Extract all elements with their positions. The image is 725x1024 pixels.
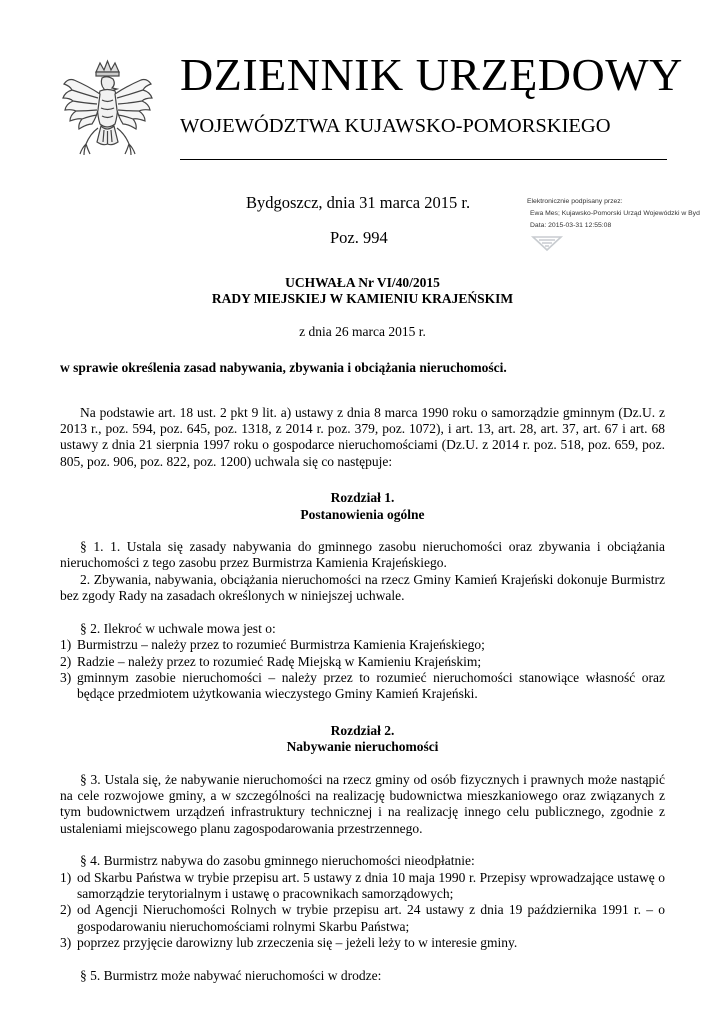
- document-body: [60, 275, 665, 984]
- list-item: [60, 902, 665, 935]
- electronic-signature-block: [527, 196, 725, 232]
- publication-date: Bydgoszcz, dnia 31 marca 2015 r.: [246, 193, 471, 212]
- chapter2-title: Nabywanie nieruchomości: [286, 739, 439, 755]
- polish-eagle-emblem: [60, 58, 155, 170]
- list-item-text: od Agencji Nieruchomości Rolnych w trybie przepisu art. 24 ustawy z dnia 19 października 1991 r. – o gospodarowaniu nieruchomościami rolnymi Skarbu Państwa;: [77, 902, 665, 934]
- list-item: [60, 637, 665, 653]
- resolution-number: UCHWAŁA Nr VI/40/2015: [285, 275, 440, 290]
- paragraph-1-1: § 1. 1. Ustala się zasady nabywania do gminnego zasobu nieruchomości oraz zbywania i obciążania nieruchomości z tego zasobu przez Burmistrza Kamienia Krajeńskiego.: [60, 539, 665, 571]
- signature-label: Elektronicznie podpisany przez:: [527, 198, 623, 205]
- header-divider: [180, 159, 667, 160]
- list-item-number: 2): [60, 653, 72, 669]
- position-number: Poz. 994: [330, 228, 388, 247]
- list-item: [60, 935, 665, 951]
- paragraph-3: § 3. Ustala się, że nabywanie nieruchomości na rzecz gminy od osób fizycznych i prawnych może nastąpić na cele rozwojowe gminy, a w szczególności na realizację budownictwa mieszkaniowego oraz związanych z tym budownictwem urządzeń infrastruktury technicznej i na realizację innego celu publicznego, zgodnie z ustaleniami miejscowego planu zagospodarowania przestrzennego.: [60, 771, 665, 836]
- list-item-number: 2): [60, 902, 72, 918]
- list-item-number: 3): [60, 935, 72, 951]
- journal-subtitle: WOJEWÓDZTWA KUJAWSKO-POMORSKIEGO: [180, 115, 611, 137]
- chapter2-heading: Rozdział 2.: [330, 722, 395, 738]
- resolution-date: z dnia 26 marca 2015 r.: [299, 323, 426, 339]
- list-item-text: poprzez przyjęcie darowizny lub zrzeczenia się – jeżeli leży to w interesie gminy.: [77, 935, 518, 951]
- paragraph-1-2: 2. Zbywania, nabywania, obciążania nieruchomości na rzecz Gminy Kamień Krajeński dokonuje Burmistrz bez zgody Rady na zasadach określonych w niniejszej uchwale.: [60, 571, 665, 604]
- resolution-authority: RADY MIEJSKIEJ W KAMIENIU KRAJEŃSKIM: [211, 291, 514, 307]
- list-item-text: od Skarbu Państwa w trybie przepisu art. 5 ustawy z dnia 10 maja 1990 r. Przepisy wprowadzające ustawę o samorządzie terytorialnym i ustawę o pracownikach samorządowych;: [77, 869, 665, 901]
- signature-watermark-icon: [530, 233, 564, 253]
- chapter1-title: Postanowienia ogólne: [300, 506, 425, 522]
- resolution-subject: w sprawie określenia zasad nabywania, zbywania i obciążania nieruchomości.: [60, 360, 507, 376]
- list-item: [60, 654, 665, 670]
- signature-date: Data: 2015-03-31 12:55:08: [530, 222, 612, 229]
- list-item: [60, 870, 665, 903]
- chapter1-heading: Rozdział 1.: [330, 490, 395, 506]
- signature-signer: Ewa Mes; Kujawsko-Pomorski Urząd Wojewódzki w Byd: [530, 210, 700, 217]
- list-item-number: 1): [60, 637, 72, 653]
- list-item-text: Radzie – należy przez to rozumieć Radę Miejską w Kamieniu Krajeńskim;: [77, 653, 482, 669]
- list-item-text: gminnym zasobie nieruchomości – należy przez to rozumieć nieruchomości stanowiące własność oraz będące przedmiotem użytkowania wieczystego Gminy Kamień Krajeński.: [77, 669, 665, 702]
- paragraph-4-intro: § 4. Burmistrz nabywa do zasobu gminnego nieruchomości nieodpłatnie:: [80, 853, 475, 869]
- list-item-number: 3): [60, 669, 72, 685]
- preamble: Na podstawie art. 18 ust. 2 pkt 9 lit. a) ustawy z dnia 8 marca 1990 roku o samorządzie gminnym (Dz.U. z 2013 r., poz. 594, poz. 645, poz. 1318, z 2014 r. poz. 379, poz. 1072), i art. 13, art. 28, art. 37, art. 67 i art. 68 ustawy z dnia 21 sierpnia 1997 roku o gospodarce nieruchomościami (Dz.U. z 2014 r. poz. 518, poz. 659, poz. 805, poz. 906, poz. 822, poz. 1200) uchwala się co następuje:: [60, 404, 665, 469]
- journal-title: DZIENNIK URZĘDOWY: [180, 49, 683, 100]
- list-item-text: Burmistrzu – należy przez to rozumieć Burmistrza Kamienia Krajeńskiego;: [77, 637, 485, 653]
- list-item: [60, 670, 665, 703]
- paragraph-5: § 5. Burmistrz może nabywać nieruchomości w drodze:: [80, 967, 382, 983]
- paragraph-2-intro: § 2. Ilekroć w uchwale mowa jest o:: [80, 620, 276, 636]
- list-item-number: 1): [60, 869, 72, 885]
